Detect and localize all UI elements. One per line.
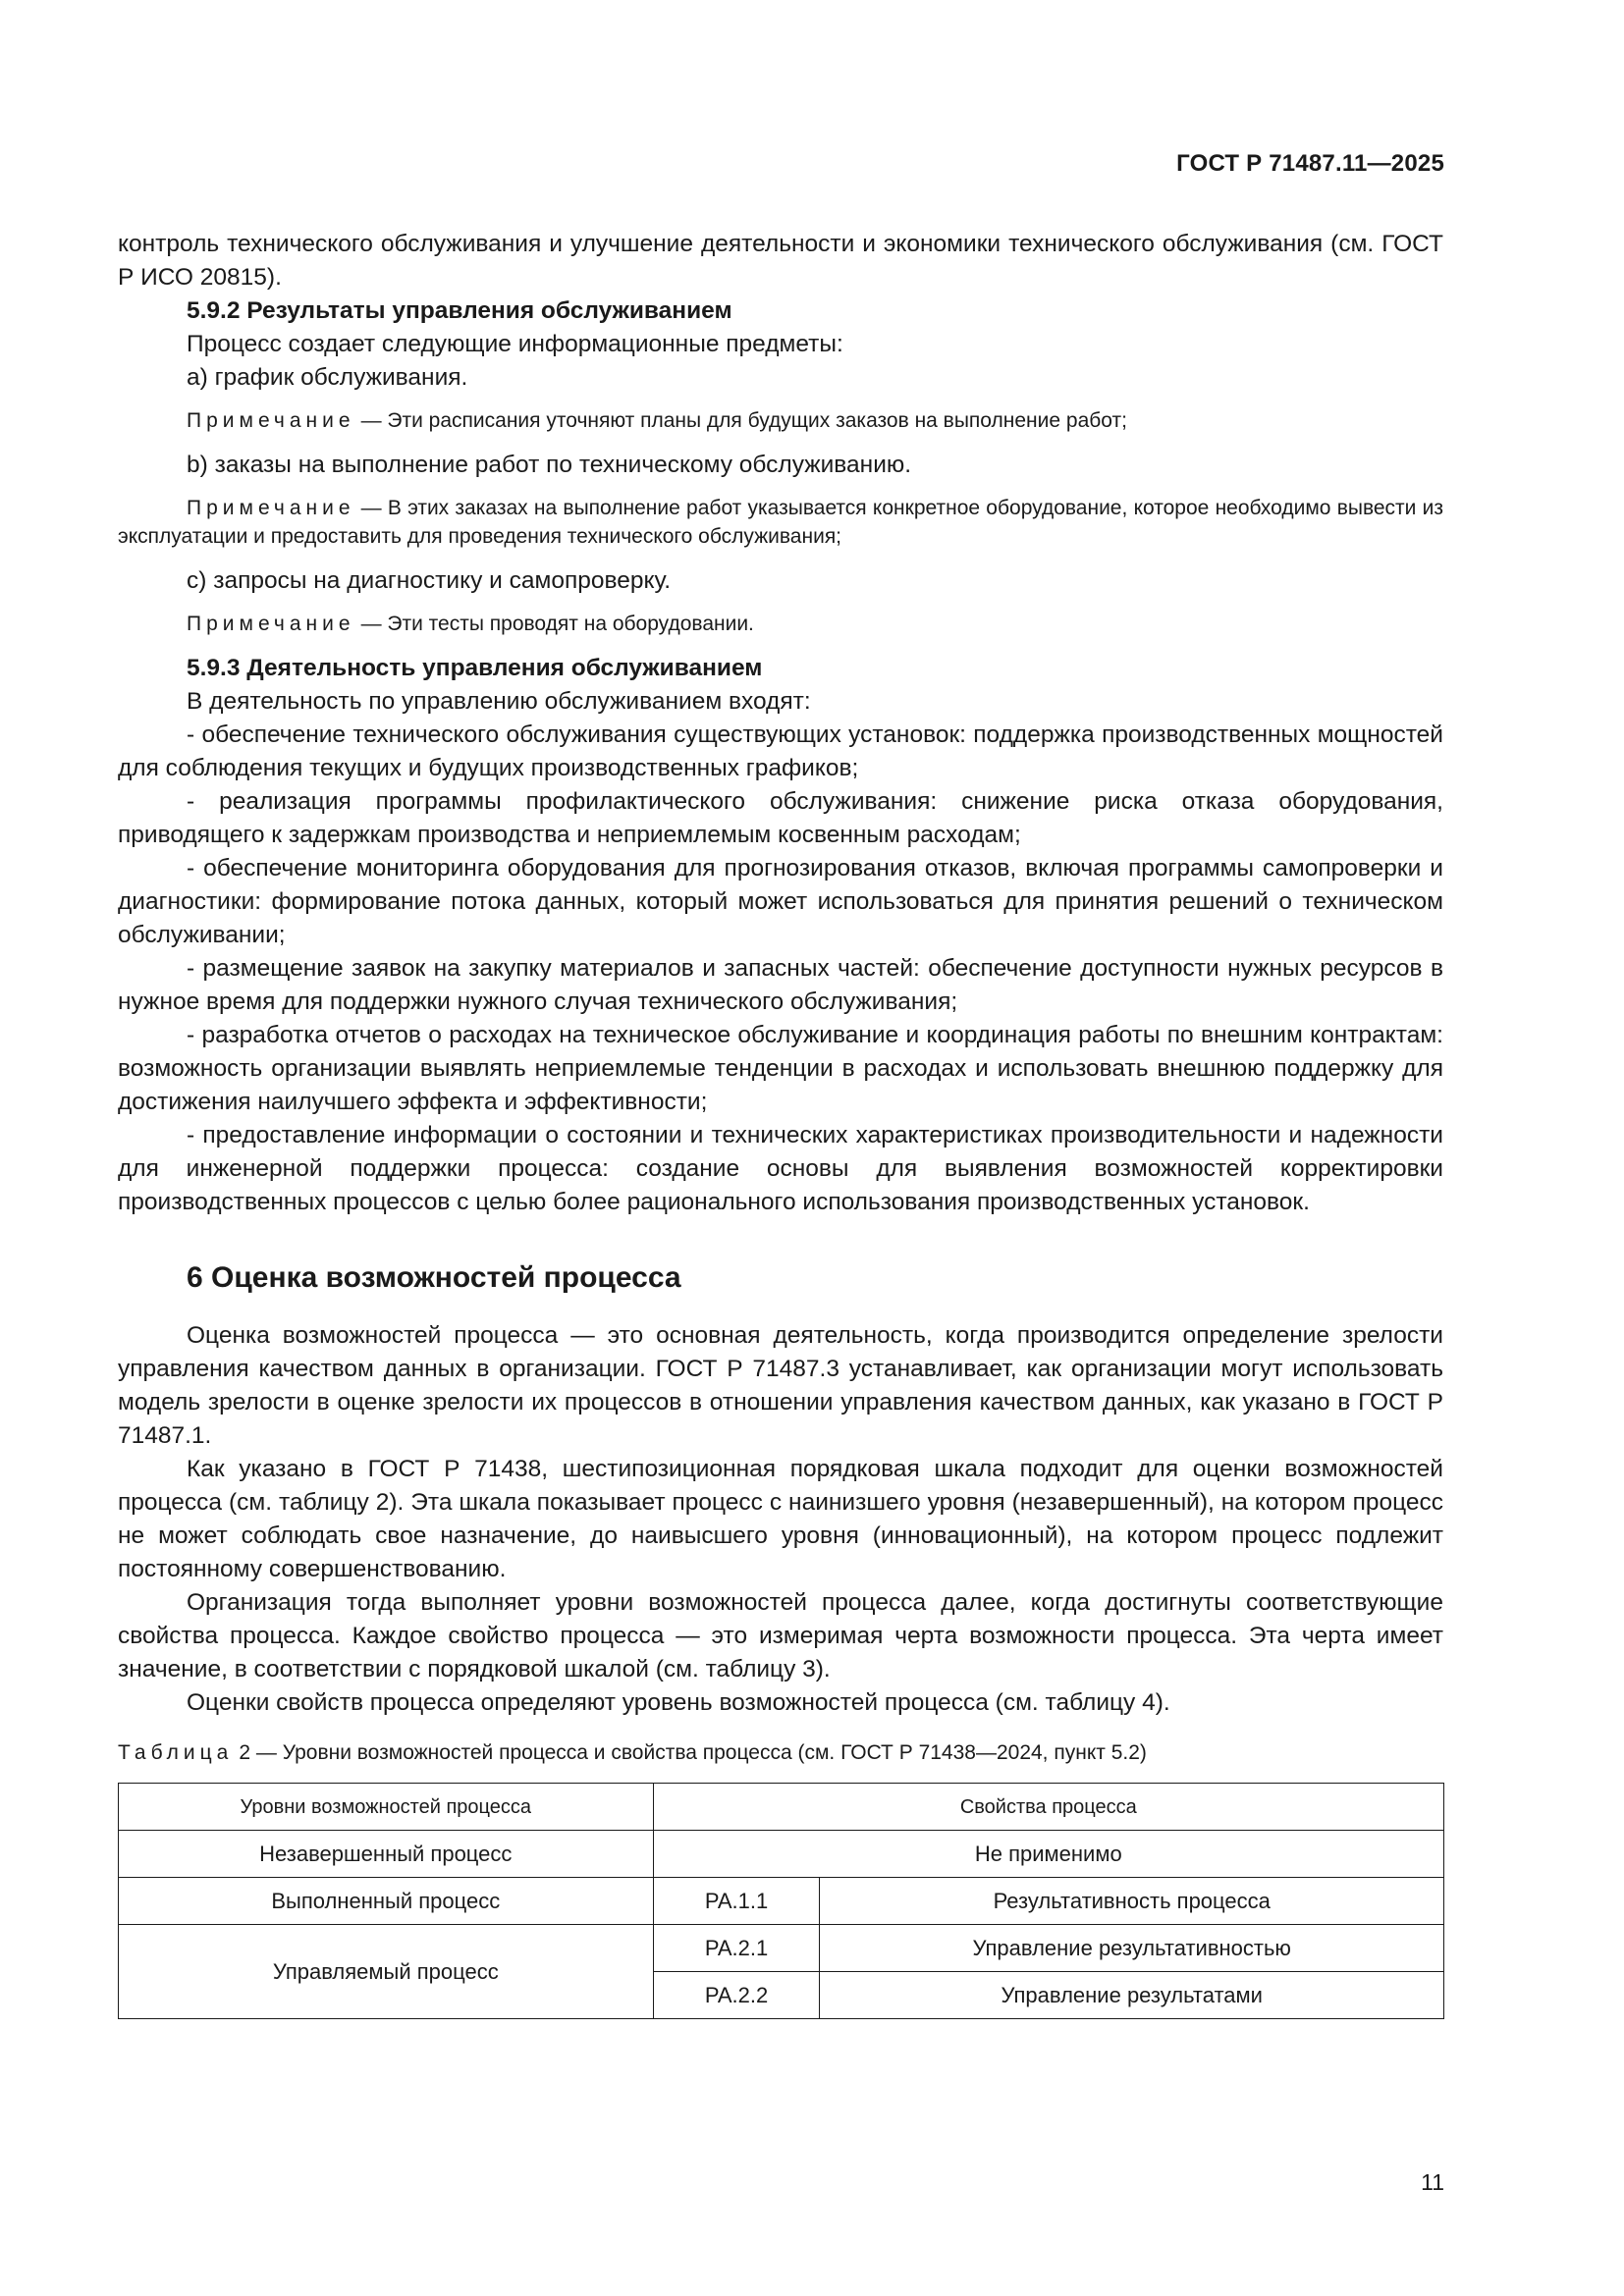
list-item: - разработка отчетов о расходах на техническое обслуживание и координация работы по внешним контрактам: возможность организации выявлять неприемлемые тенденции в расходах и использовать внешнюю поддержку для достижения наилучшего эффекта и эффективности;	[118, 1022, 1443, 1115]
document-code: ГОСТ Р 71487.11—2025	[1176, 150, 1444, 177]
table-cell-level: Управляемый процесс	[119, 1925, 654, 2019]
note-b	[118, 494, 1443, 551]
section-6-paragraph: Оценка возможностей процесса — это основная деятельность, когда производится определение зрелости управления качеством данных в организации. ГОСТ Р 71487.3 устанавливает, как организации могут использовать модель зрелости в оценке зрелости их процессов в отношении управления качеством данных, как указано в ГОСТ Р 71487.1.	[118, 1322, 1443, 1449]
table-cell-code: PA.2.1	[653, 1925, 820, 1972]
section-5-9-3-title: 5.9.3 Деятельность управления обслуживанием	[187, 655, 763, 681]
table-cell-property: Результативность процесса	[820, 1878, 1444, 1925]
note-text: — Эти расписания уточняют планы для будущих заказов на выполнение работ;	[360, 409, 1127, 432]
note-label: Примечание	[187, 497, 355, 519]
note-text: — В этих заказах на выполнение работ указывается конкретное оборудование, которое необходимо вывести из эксплуатации и предоставить для проведения технического обслуживания;	[118, 497, 1443, 548]
list-item: - размещение заявок на закупку материалов и запасных частей: обеспечение доступности нужных ресурсов в нужное время для поддержки нужного случая технического обслуживания;	[118, 955, 1443, 1015]
page-number: 11	[1421, 2169, 1444, 2195]
list-item: - обеспечение технического обслуживания существующих установок: поддержка производственных мощностей для соблюдения текущих и будущих производственных графиков;	[118, 721, 1443, 781]
section-5-9-3-intro: В деятельность по управлению обслуживанием входят:	[187, 688, 811, 715]
table-row	[119, 1878, 1444, 1925]
section-6-title: 6 Оценка возможностей процесса	[187, 1261, 681, 1294]
column-header: Свойства процесса	[653, 1784, 1443, 1831]
table-row	[119, 1925, 1444, 1972]
table-cell-level: Незавершенный процесс	[119, 1831, 654, 1878]
table-cell-property: Управление результативностью	[820, 1925, 1444, 1972]
table-header-row	[119, 1784, 1444, 1831]
note-a	[118, 406, 1443, 435]
table-cell-level: Выполненный процесс	[119, 1878, 654, 1925]
note-text: — Эти тесты проводят на оборудовании.	[360, 613, 754, 635]
table-cell-property: Управление результатами	[820, 1972, 1444, 2019]
section-6-paragraph: Как указано в ГОСТ Р 71438, шестипозиционная порядковая шкала подходит для оценки возможностей процесса (см. таблицу 2). Эта шкала показывает процесс с наинизшего уровня (незавершенный), на котором процесс не может соблюдать свое назначение, до наивысшего уровня (инновационный), на котором процесс подлежит постоянному совершенствованию.	[118, 1456, 1443, 1582]
table-row	[119, 1831, 1444, 1878]
intro-paragraph: контроль технического обслуживания и улучшение деятельности и экономики технического обслуживания (см. ГОСТ Р ИСО 20815).	[118, 231, 1443, 291]
list-item-c: c) запросы на диагностику и самопроверку.	[187, 567, 672, 594]
table-caption-text: 2 — Уровни возможностей процесса и свойства процесса (см. ГОСТ Р 71438—2024, пункт 5.2)	[239, 1741, 1147, 1764]
page-content	[118, 228, 1443, 2019]
table-cell-code: PA.1.1	[653, 1878, 820, 1925]
list-item-a: a) график обслуживания.	[187, 364, 468, 391]
list-item: - реализация программы профилактического обслуживания: снижение риска отказа оборудования, приводящего к задержкам производства и неприемлемым косвенным расходам;	[118, 788, 1443, 848]
list-item-b: b) заказы на выполнение работ по техническому обслуживанию.	[187, 452, 912, 478]
section-5-9-2-title: 5.9.2 Результаты управления обслуживанием	[187, 297, 732, 324]
note-label: Примечание	[187, 613, 355, 635]
table-cell-property: Не применимо	[653, 1831, 1443, 1878]
section-5-9-2-intro: Процесс создает следующие информационные предметы:	[187, 331, 843, 357]
note-c	[118, 610, 1443, 638]
list-item: - предоставление информации о состоянии и технических характеристиках производительности и надежности для инженерной поддержки процесса: создание основы для выявления возможностей корректировки производственных процессов с целью более рационального использования производственных установок.	[118, 1122, 1443, 1215]
table-cell-code: PA.2.2	[653, 1972, 820, 2019]
table-2	[118, 1783, 1444, 2019]
note-label: Примечание	[187, 409, 355, 432]
column-header: Уровни возможностей процесса	[119, 1784, 654, 1831]
list-item: - обеспечение мониторинга оборудования для прогнозирования отказов, включая программы самопроверки и диагностики: формирование потока данных, который может использоваться для принятия решений о техническом обслуживании;	[118, 855, 1443, 948]
table-caption-label: Таблица	[118, 1741, 234, 1764]
section-6-paragraph: Оценки свойств процесса определяют уровень возможностей процесса (см. таблицу 4).	[187, 1689, 1170, 1716]
section-6-paragraph: Организация тогда выполняет уровни возможностей процесса далее, когда достигнуты соответствующие свойства процесса. Каждое свойство процесса — это измеримая черта возможности процесса. Эта черта имеет значение, в соответствии с порядковой шкалой (см. таблицу 3).	[118, 1589, 1443, 1682]
table-2-caption	[118, 1739, 1443, 1767]
